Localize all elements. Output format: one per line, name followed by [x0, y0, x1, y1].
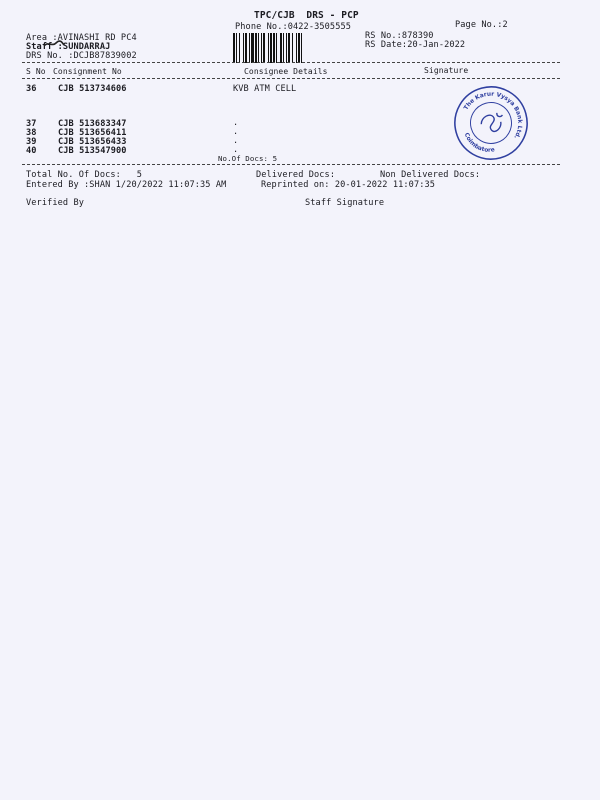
row-consignment: CJB 513547900 — [58, 146, 127, 156]
row-sno: 38 — [26, 128, 37, 138]
row-consignee: . — [233, 136, 239, 146]
col-header-sno: S No — [26, 67, 46, 76]
stamp-text-top: The Karur Vysya Bank Ltd. — [463, 91, 523, 140]
rs-number: RS No.:878390 — [365, 31, 434, 41]
reprinted-on: Reprinted on: 20-01-2022 11:07:35 — [261, 180, 436, 190]
rule-header-bottom — [22, 78, 560, 79]
col-header-consignment: Consignment No — [53, 67, 122, 76]
drs-number: DRS No. :DCJB87839002 — [26, 51, 137, 61]
row-sno: 36 — [26, 84, 37, 94]
document-title: TPC/CJB DRS - PCP — [254, 10, 359, 21]
row-consignment: CJB 513734606 — [58, 84, 127, 94]
row-consignment: CJB 513656411 — [58, 128, 127, 138]
stamp-text-bottom: Coimbatore — [462, 132, 496, 154]
svg-text:Coimbatore — [459, 130, 497, 159]
entered-by: Entered By :SHAN 1/20/2022 11:07:35 AM — [26, 180, 227, 190]
col-header-signature: Signature — [424, 66, 469, 75]
rule-table-bottom — [22, 164, 560, 165]
pen-scribble — [43, 40, 65, 48]
bank-seal-stamp — [452, 84, 530, 162]
doc-count: No.Of Docs: 5 — [218, 154, 278, 163]
staff-signature-label: Staff Signature — [305, 198, 385, 208]
total-docs: Total No. Of Docs: 5 — [26, 170, 143, 180]
non-delivered-docs: Non Delivered Docs: — [380, 170, 481, 180]
row-consignee: . — [233, 127, 239, 137]
page-number: Page No.:2 — [455, 20, 508, 30]
col-header-consignee: Consignee Details — [244, 67, 328, 76]
phone-number: Phone No.:0422-3505555 — [235, 22, 352, 32]
verified-by: Verified By — [26, 198, 85, 208]
staff-name: Staff :SUNDARRAJ — [26, 42, 111, 52]
rule-top — [22, 62, 560, 63]
row-consignment: CJB 513683347 — [58, 119, 127, 129]
row-sno: 39 — [26, 137, 37, 147]
row-sno: 37 — [26, 119, 37, 129]
row-consignment: CJB 513656433 — [58, 137, 127, 147]
barcode-bar — [302, 33, 304, 63]
row-sno: 40 — [26, 146, 37, 156]
barcode — [233, 33, 336, 63]
area: Area :AVINASHI RD PC4 — [26, 33, 137, 43]
row-consignee: KVB ATM CELL — [233, 84, 297, 94]
row-consignee: . — [233, 145, 239, 155]
rs-date: RS Date:20-Jan-2022 — [365, 40, 466, 50]
delivered-docs: Delivered Docs: — [256, 170, 336, 180]
row-consignee: . — [233, 118, 239, 128]
